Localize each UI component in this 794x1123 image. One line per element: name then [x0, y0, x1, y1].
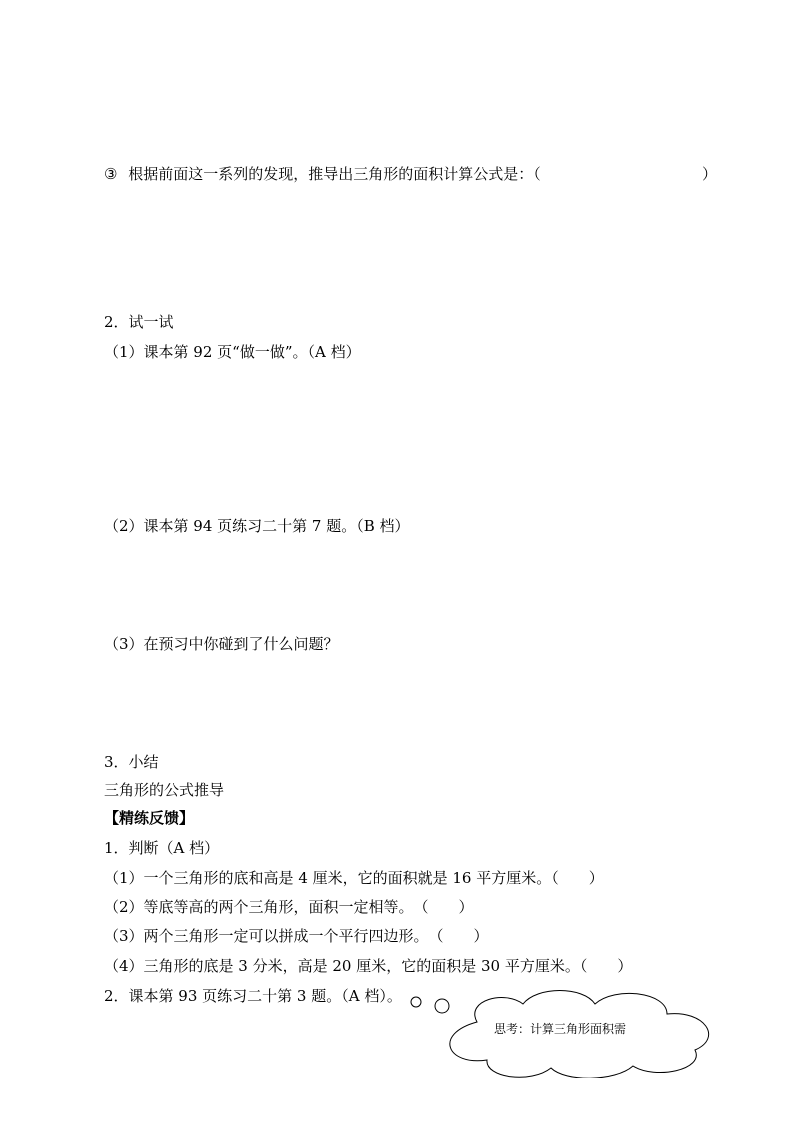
judge-item-2: （2）等底等高的两个三角形，面积一定相等。 （ ）	[104, 898, 474, 916]
judge-item-3: （3）两个三角形一定可以拼成一个平行四边形。 （ ）	[104, 927, 489, 945]
derive-formula-line	[104, 164, 541, 184]
derive-formula-close-paren: ）	[702, 165, 718, 183]
judge-item-4: （4）三角形的底是 3 分米，高是 20 厘米，它的面积是 30 平方厘米。（ ）	[104, 957, 633, 975]
try-item-2: （2）课本第 94 页练习二十第 7 题。（B 档）	[104, 517, 410, 535]
circled-number-3: ③	[104, 165, 118, 183]
try-section-title: 2．试一试	[104, 313, 174, 331]
summary-text: 三角形的公式推导	[104, 781, 225, 799]
derive-formula-text: 根据前面这一系列的发现，推导出三角形的面积计算公式是：（	[128, 165, 541, 183]
judge-title: 1．判断（A 档）	[104, 839, 220, 857]
try-item-1: （1）课本第 92 页“做一做”。（A 档）	[104, 343, 361, 361]
thought-bubble-text: 思考：计算三角形面积需	[494, 1022, 627, 1036]
try-item-3: （3）在预习中你碰到了什么问题？	[104, 635, 339, 653]
exercise-2: 2．课本第 93 页练习二十第 3 题。（A 档）。	[104, 987, 402, 1005]
summary-title: 3．小结	[104, 753, 159, 771]
judge-item-1: （1）一个三角形的底和高是 4 厘米，它的面积就是 16 平方厘米。（ ）	[104, 869, 604, 887]
feedback-heading: 【精练反馈】	[104, 809, 195, 827]
